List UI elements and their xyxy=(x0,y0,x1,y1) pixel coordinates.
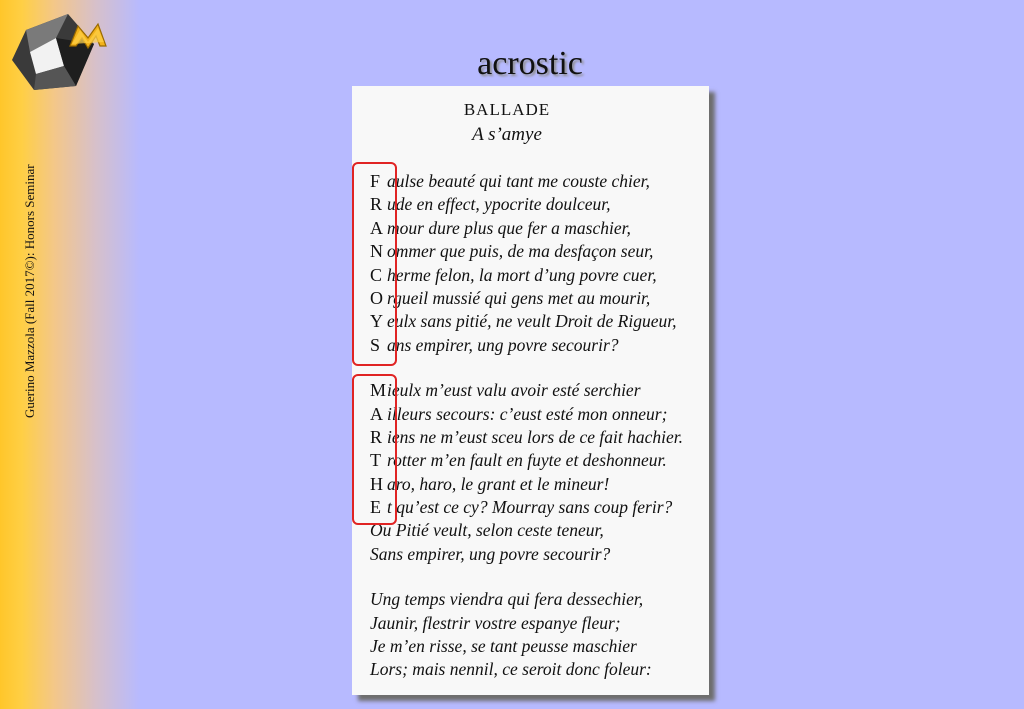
poem-line xyxy=(370,496,705,519)
poem-line xyxy=(370,170,705,193)
poem-line xyxy=(370,334,705,357)
acrostic-initial: T xyxy=(370,450,381,471)
poem-line-text: rotter m’en fault en fuyte et deshonneur. xyxy=(387,450,667,471)
sidebar xyxy=(0,0,140,709)
poem-line-text: herme felon, la mort d’ung povre cuer, xyxy=(387,264,657,285)
poem-line xyxy=(370,287,705,310)
dedication: A s’amye xyxy=(472,124,542,145)
poem-line xyxy=(370,310,705,333)
poem-line xyxy=(370,264,705,287)
acrostic-initial: A xyxy=(370,217,383,238)
poem-line-text: eulx sans pitié, ne veult Droit de Rigueur, xyxy=(387,311,677,332)
acrostic-initial: R xyxy=(370,426,383,447)
poem-line-text: ans empirer, ung povre secourir? xyxy=(387,334,619,355)
poem-line: Ung temps viendra qui fera dessechier, xyxy=(370,589,644,610)
poem-line-text: t qu’est ce cy? Mourray sans coup ferir? xyxy=(387,497,673,518)
poem-line-text: illeurs secours: c’eust esté mon onneur; xyxy=(387,403,668,424)
poem-line: Ou Pitié veult, selon ceste teneur, xyxy=(370,520,604,541)
poem-line xyxy=(370,426,705,449)
acrostic-initial: R xyxy=(370,194,383,215)
poem-line xyxy=(370,240,705,263)
poem-line-text: aulse beauté qui tant me couste chier, xyxy=(387,171,650,191)
poem-line: Jaunir, flestrir vostre espanye fleur; xyxy=(370,612,621,633)
acrostic-initial: H xyxy=(370,473,383,494)
poem-line xyxy=(370,403,705,426)
acrostic-highlight-marthe xyxy=(352,374,397,525)
poem-line-text: iens ne m’eust sceu lors de ce fait hachier. xyxy=(387,426,683,447)
poem-line: Je m’en risse, se tant peusse maschier xyxy=(370,636,637,657)
poem-line: Sans empirer, ung povre secourir? xyxy=(370,543,611,564)
poem-line xyxy=(370,449,705,472)
poem-line xyxy=(370,193,705,216)
acrostic-initial: C xyxy=(370,264,383,285)
poem-page xyxy=(352,86,709,695)
poem-line-text: ieulx m’eust valu avoir esté serchier xyxy=(387,380,641,401)
poem-body xyxy=(370,170,705,682)
poem-line: Lors; mais nennil, ce seroit donc foleur: xyxy=(370,659,652,680)
poem-line xyxy=(370,473,705,496)
acrostic-initial: N xyxy=(370,241,383,262)
poem-line xyxy=(370,379,705,402)
poem-line-text: mour dure plus que fer a maschier, xyxy=(387,217,631,238)
acrostic-initial: E xyxy=(370,497,381,518)
acrostic-initial: O xyxy=(370,287,383,308)
acrostic-initial: Y xyxy=(370,311,383,332)
acrostic-initial: M xyxy=(370,380,387,401)
m-logo-icon xyxy=(6,8,118,96)
poem-line-text: rgueil mussié qui gens met au mourir, xyxy=(387,287,651,308)
poem-line-text: aro, haro, le grant et le mineur! xyxy=(387,473,610,494)
acrostic-initial: S xyxy=(370,334,381,355)
acrostic-initial: A xyxy=(370,403,383,424)
ballade-heading: BALLADE xyxy=(463,100,551,119)
poem-line-text: ude en effect, ypocrite doulceur, xyxy=(387,194,611,215)
poem-line-text: ommer que puis, de ma desfaçon seur, xyxy=(387,241,654,262)
poem-line xyxy=(370,217,705,240)
acrostic-initial: F xyxy=(370,171,381,191)
acrostic-highlight-francoys xyxy=(352,162,397,366)
author-course-label: Guerino Mazzola (Fall 2017©): Honors Seminar xyxy=(22,164,37,418)
slide-title: acrostic xyxy=(477,45,583,82)
